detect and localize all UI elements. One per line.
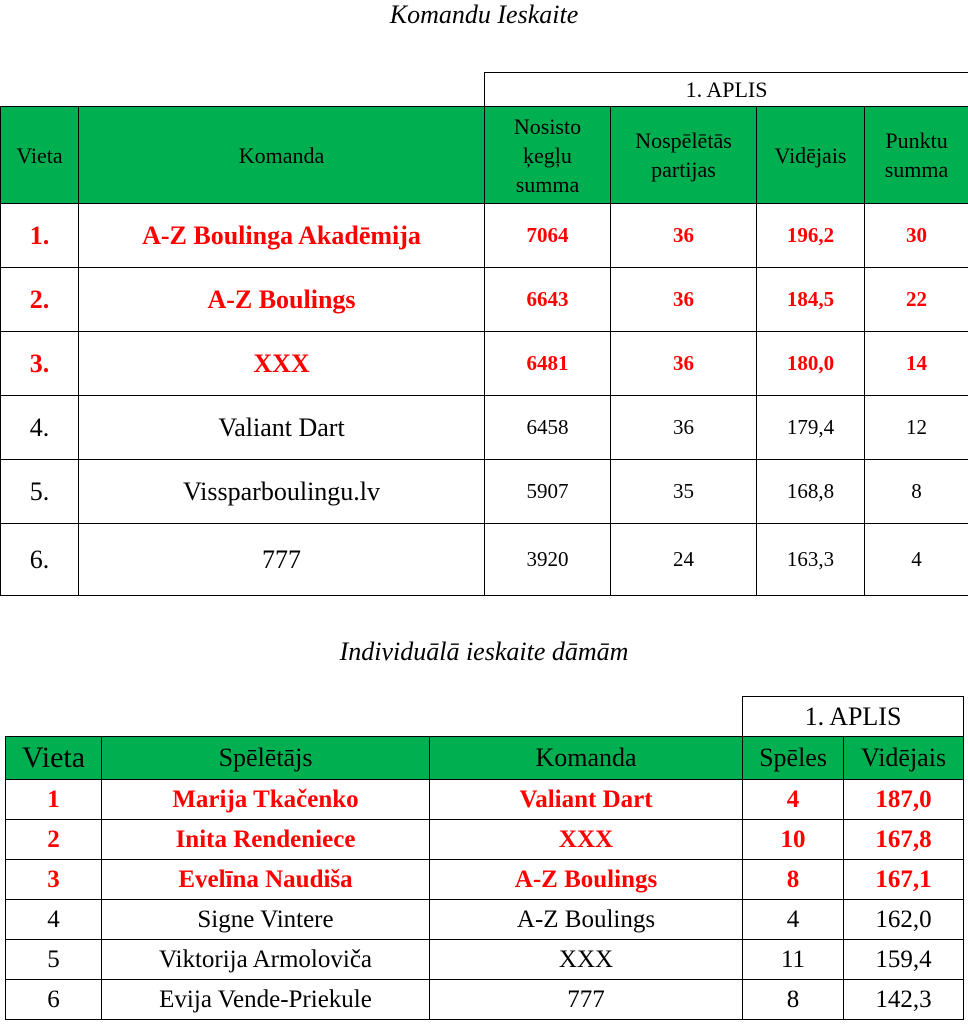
col-team: Komanda <box>79 107 485 204</box>
team-cell: A-Z Boulings <box>79 268 485 332</box>
games-cell: 8 <box>743 980 844 1020</box>
points-cell: 30 <box>865 204 968 268</box>
ladies-standings-title: Individuālā ieskaite dāmām <box>339 637 629 666</box>
games-cell: 10 <box>743 820 844 860</box>
place-cell: 3. <box>1 332 79 396</box>
place-cell: 6. <box>1 524 79 596</box>
col-games: Nospēlētās partijas <box>611 107 757 204</box>
player-cell: Inita Rendeniece <box>102 820 430 860</box>
team-cell: 777 <box>430 980 743 1020</box>
team-standings-title: Komandu Ieskaite <box>389 0 579 29</box>
table-row <box>1 524 968 596</box>
games-cell: 35 <box>611 460 757 524</box>
team-cell: A-Z Boulings <box>430 860 743 900</box>
place-cell: 1 <box>6 780 102 820</box>
col-games: Spēles <box>743 737 844 780</box>
ladies-header-row <box>6 737 964 780</box>
col-points: Punktu summa <box>865 107 968 204</box>
average-cell: 167,8 <box>844 820 964 860</box>
average-cell: 196,2 <box>757 204 865 268</box>
pins-cell: 6643 <box>485 268 611 332</box>
points-cell: 22 <box>865 268 968 332</box>
pins-cell: 5907 <box>485 460 611 524</box>
table-row <box>6 780 964 820</box>
points-cell: 4 <box>865 524 968 596</box>
col-team: Komanda <box>430 737 743 780</box>
points-cell: 12 <box>865 396 968 460</box>
table-row <box>1 268 968 332</box>
team-cell: Valiant Dart <box>79 396 485 460</box>
place-cell: 4. <box>1 396 79 460</box>
games-cell: 36 <box>611 332 757 396</box>
table-row <box>1 204 968 268</box>
col-place: Vieta <box>6 737 102 780</box>
round-label: 1. APLIS <box>485 73 968 107</box>
games-cell: 4 <box>743 900 844 940</box>
team-cell: A-Z Boulinga Akadēmija <box>79 204 485 268</box>
place-cell: 4 <box>6 900 102 940</box>
place-cell: 5 <box>6 940 102 980</box>
team-cell: XXX <box>430 940 743 980</box>
average-cell: 142,3 <box>844 980 964 1020</box>
table-row <box>6 940 964 980</box>
average-cell: 187,0 <box>844 780 964 820</box>
average-cell: 163,3 <box>757 524 865 596</box>
place-cell: 1. <box>1 204 79 268</box>
points-cell: 14 <box>865 332 968 396</box>
pins-cell: 3920 <box>485 524 611 596</box>
games-cell: 11 <box>743 940 844 980</box>
team-cell: Valiant Dart <box>430 780 743 820</box>
pins-cell: 7064 <box>485 204 611 268</box>
blank-cell <box>1 73 485 107</box>
table-row <box>1 396 968 460</box>
team-header-row <box>1 107 968 204</box>
col-place: Vieta <box>1 107 79 204</box>
col-player: Spēlētājs <box>102 737 430 780</box>
place-cell: 5. <box>1 460 79 524</box>
player-cell: Evelīna Naudiša <box>102 860 430 900</box>
player-cell: Evija Vende-Priekule <box>102 980 430 1020</box>
team-cell: 777 <box>79 524 485 596</box>
place-cell: 6 <box>6 980 102 1020</box>
average-cell: 167,1 <box>844 860 964 900</box>
average-cell: 180,0 <box>757 332 865 396</box>
round-label: 1. APLIS <box>743 697 964 737</box>
place-cell: 2 <box>6 820 102 860</box>
average-cell: 184,5 <box>757 268 865 332</box>
col-average: Vidējais <box>757 107 865 204</box>
team-cell: XXX <box>430 820 743 860</box>
place-cell: 3 <box>6 860 102 900</box>
ladies-standings-table <box>5 696 964 1020</box>
games-cell: 4 <box>743 780 844 820</box>
games-cell: 36 <box>611 204 757 268</box>
average-cell: 162,0 <box>844 900 964 940</box>
table-row <box>1 332 968 396</box>
team-cell: A-Z Boulings <box>430 900 743 940</box>
pins-cell: 6481 <box>485 332 611 396</box>
games-cell: 8 <box>743 860 844 900</box>
team-cell: Vissparboulingu.lv <box>79 460 485 524</box>
games-cell: 36 <box>611 268 757 332</box>
points-cell: 8 <box>865 460 968 524</box>
games-cell: 24 <box>611 524 757 596</box>
table-row <box>6 820 964 860</box>
team-cell: XXX <box>79 332 485 396</box>
average-cell: 159,4 <box>844 940 964 980</box>
table-row <box>6 860 964 900</box>
table-row <box>6 900 964 940</box>
col-average: Vidējais <box>844 737 964 780</box>
table-row <box>1 460 968 524</box>
table-row <box>6 980 964 1020</box>
games-cell: 36 <box>611 396 757 460</box>
blank-cell <box>6 697 743 737</box>
place-cell: 2. <box>1 268 79 332</box>
col-pins: Nosisto ķegļu summa <box>485 107 611 204</box>
average-cell: 168,8 <box>757 460 865 524</box>
team-standings-table <box>0 72 968 596</box>
average-cell: 179,4 <box>757 396 865 460</box>
pins-cell: 6458 <box>485 396 611 460</box>
player-cell: Signe Vintere <box>102 900 430 940</box>
player-cell: Viktorija Armoloviča <box>102 940 430 980</box>
player-cell: Marija Tkačenko <box>102 780 430 820</box>
